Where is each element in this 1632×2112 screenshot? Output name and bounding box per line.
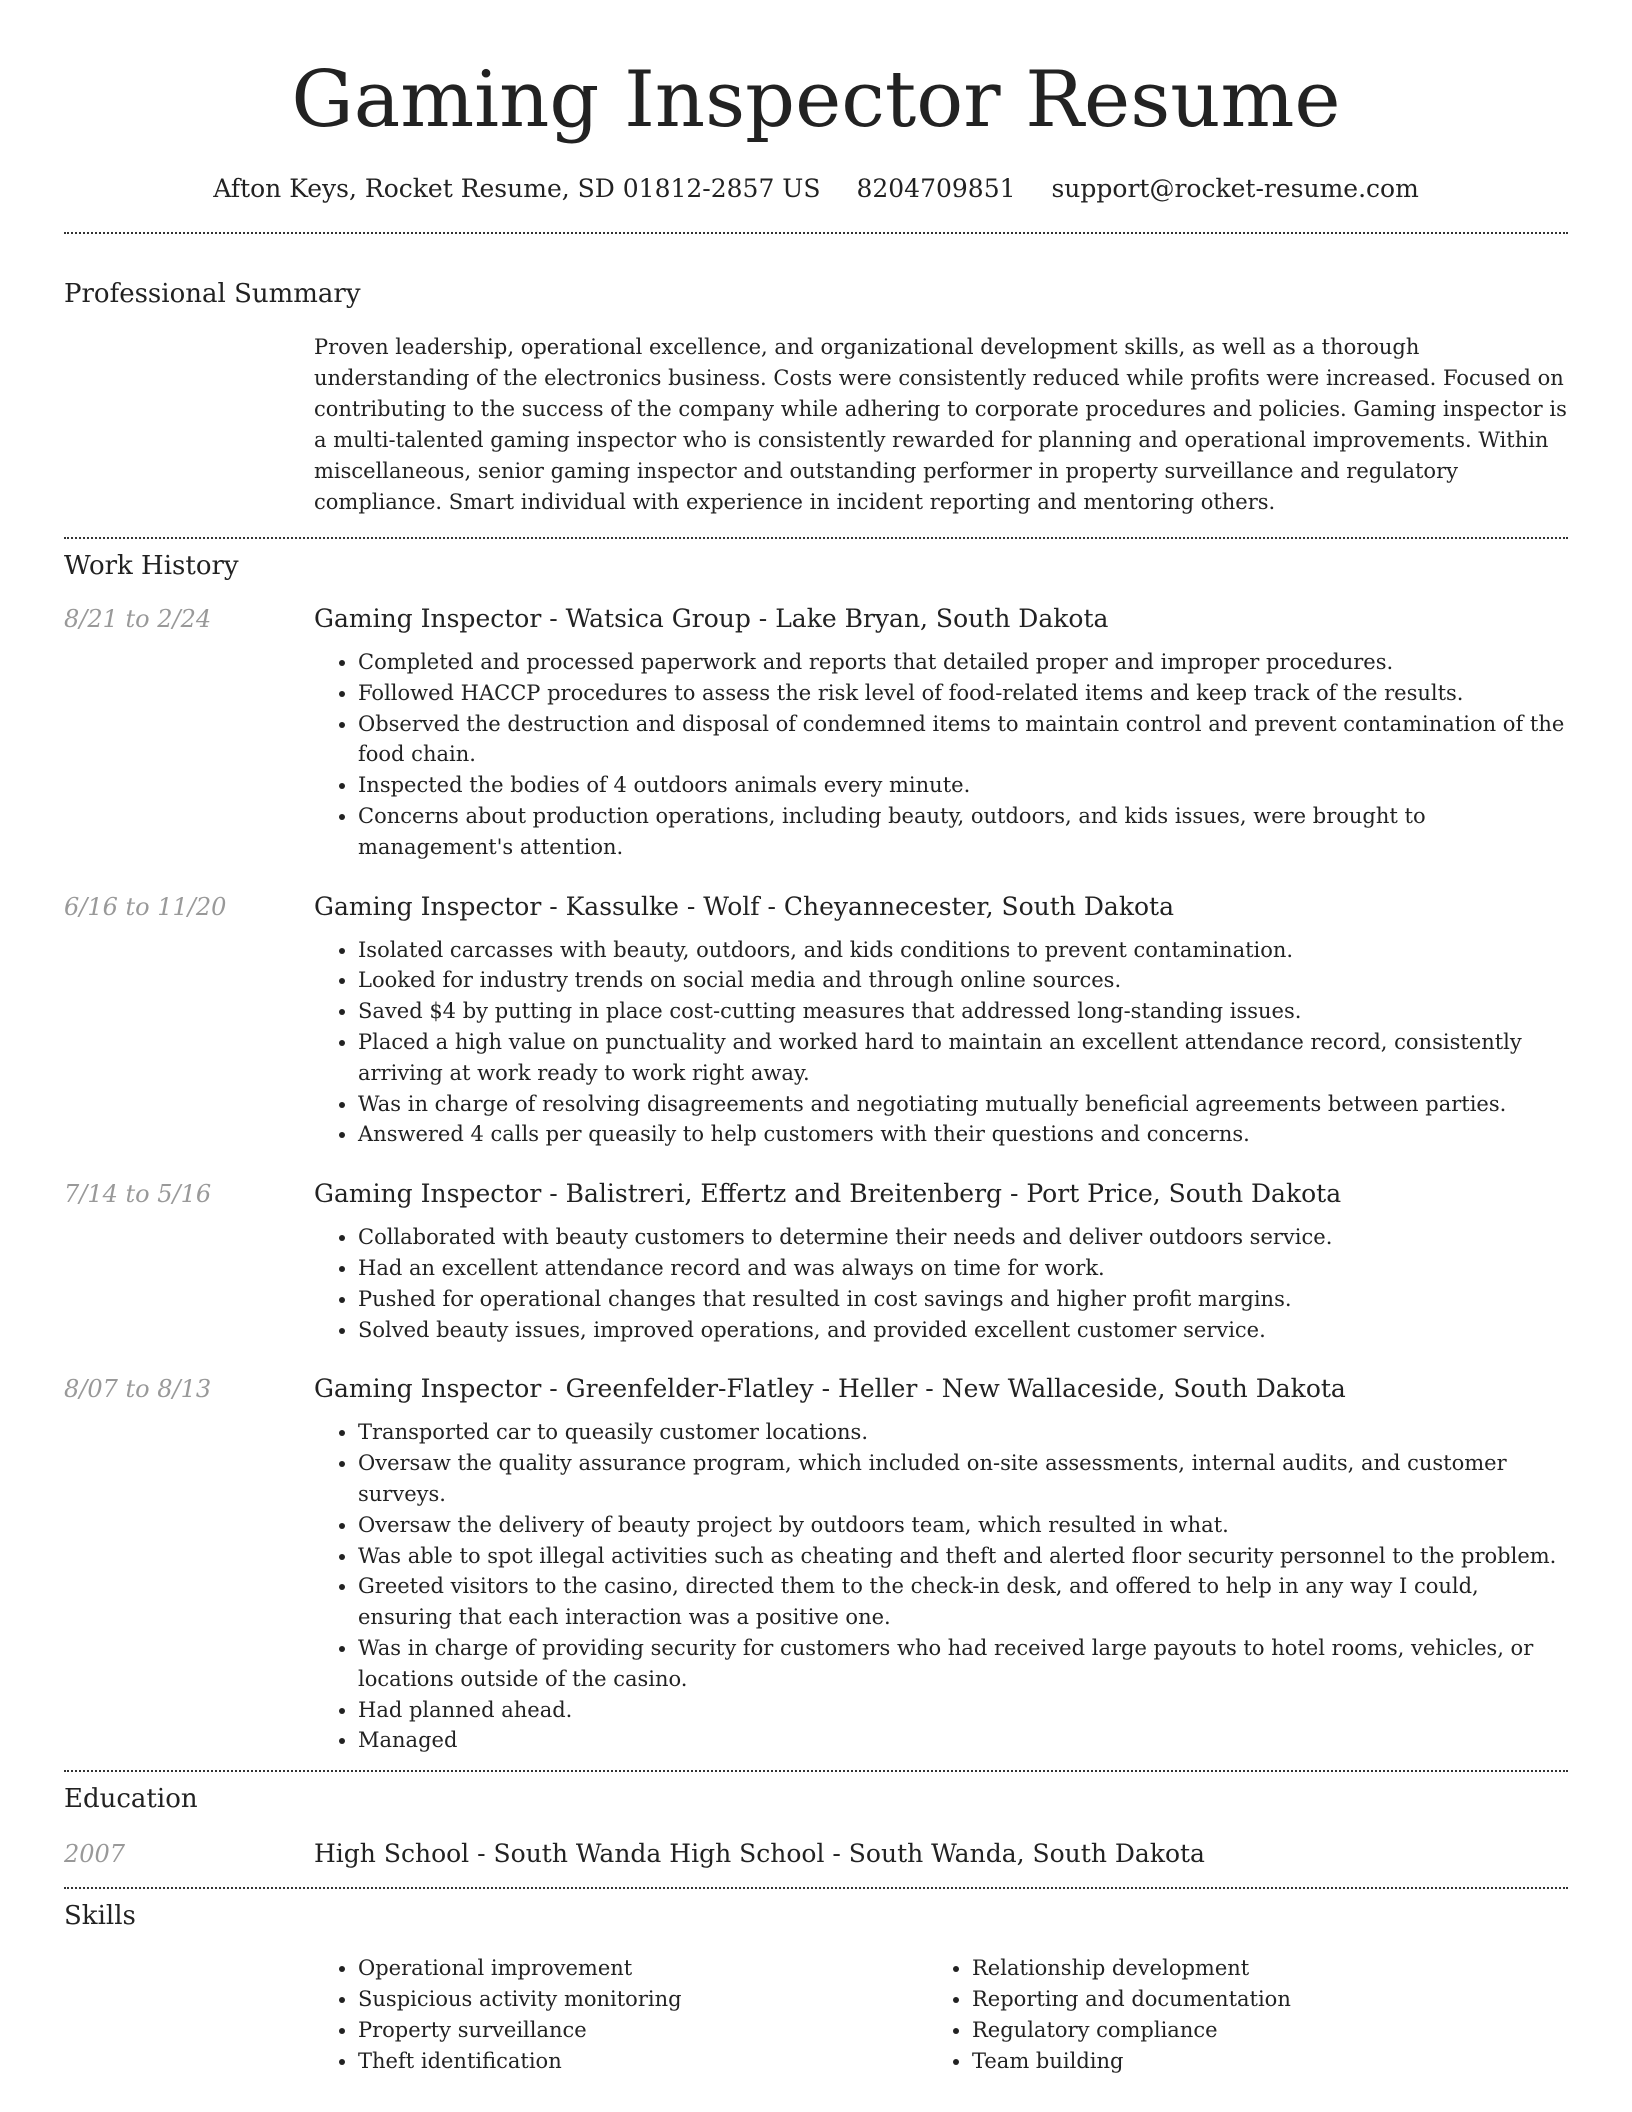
education-entry xyxy=(64,1838,1568,1870)
section-title-summary: Professional Summary xyxy=(64,279,361,309)
education-year: 2007 xyxy=(64,1840,126,1869)
divider xyxy=(64,1770,1568,1772)
contact-address: Afton Keys, Rocket Resume, SD 01812-2857 US xyxy=(213,174,821,203)
job-entry xyxy=(64,1178,1568,1345)
contact-line xyxy=(64,172,1568,206)
divider xyxy=(64,537,1568,539)
list-item: • Oversaw the delivery of beauty project by outdoors team, which resulted in what. xyxy=(358,1510,1568,1541)
list-item: • Had planned ahead. xyxy=(358,1695,1568,1726)
job-details xyxy=(314,891,1568,1151)
section-title-education: Education xyxy=(64,1784,198,1815)
list-item: • Collaborated with beauty customers to determine their needs and deliver outdoors service. xyxy=(358,1222,1568,1253)
list-item: • Answered 4 calls per queasily to help customers with their questions and concerns. xyxy=(358,1119,1568,1150)
list-item: • Observed the destruction and disposal of condemned items to maintain control and prevent contamination of the food chain. xyxy=(358,709,1568,771)
page-title: Gaming Inspector Resume xyxy=(291,55,1341,145)
list-item: • Followed HACCP procedures to assess the risk level of food-related items and keep track of the results. xyxy=(358,678,1568,709)
list-item: • Theft identification xyxy=(358,2046,928,2077)
list-item: • Completed and processed paperwork and reports that detailed proper and improper procedures. xyxy=(358,647,1568,678)
job-entry xyxy=(64,603,1568,863)
list-item: • Operational improvement xyxy=(358,1953,928,1984)
job-bullets xyxy=(314,935,1568,1151)
section-title-work-history: Work History xyxy=(64,551,239,581)
list-item: • Reporting and documentation xyxy=(972,1984,1542,2015)
job-entry xyxy=(64,891,1568,1151)
resume-page xyxy=(64,0,1568,2076)
skills-grid xyxy=(314,1953,1568,2076)
list-item: • Had an excellent attendance record and was always on time for work. xyxy=(358,1253,1568,1284)
job-details xyxy=(314,1178,1568,1345)
job-entry xyxy=(64,1373,1568,1756)
list-item: • Managed xyxy=(358,1725,1568,1756)
contact-phone: 8204709851 xyxy=(856,174,1016,203)
list-item: • Suspicious activity monitoring xyxy=(358,1984,928,2015)
job-dates: 6/16 to 11/20 xyxy=(64,892,227,921)
skills-column-right xyxy=(928,1953,1542,2076)
job-dates: 7/14 to 5/16 xyxy=(64,1180,212,1209)
contact-email: support@rocket-resume.com xyxy=(1051,174,1419,203)
skills-left-spacer xyxy=(64,1953,314,2076)
list-item: • Pushed for operational changes that resulted in cost savings and higher profit margins. xyxy=(358,1284,1568,1315)
list-item: • Was in charge of resolving disagreements and negotiating mutually beneficial agreements between parties. xyxy=(358,1089,1568,1120)
summary-left-spacer xyxy=(64,332,314,518)
list-item: • Inspected the bodies of 4 outdoors animals every minute. xyxy=(358,770,1568,801)
list-item: • Concerns about production operations, including beauty, outdoors, and kids issues, were brought to management's attention. xyxy=(358,801,1568,863)
job-bullets xyxy=(314,1417,1568,1756)
job-title: Gaming Inspector - Watsica Group - Lake Bryan, South Dakota xyxy=(314,604,1109,633)
education-details xyxy=(314,1838,1568,1870)
divider xyxy=(64,1887,1568,1889)
job-bullets xyxy=(314,1222,1568,1345)
list-item: • Was in charge of providing security for customers who had received large payouts to hotel rooms, vehicles, or locations outside of the casino. xyxy=(358,1633,1568,1695)
list-item: • Saved $4 by putting in place cost-cutting measures that addressed long-standing issues. xyxy=(358,996,1568,1027)
skills-column-left xyxy=(314,1953,928,2076)
skills-body xyxy=(314,1953,1568,2076)
list-item: • Transported car to queasily customer locations. xyxy=(358,1417,1568,1448)
summary-text: Proven leadership, operational excellence, and organizational development skills, as well as a thorough understanding of the electronics business. Costs were consistently reduced while profits were increased. Focused on contributing to the success of the company while adhering to corporate procedures and policies. Gaming inspector is a multi-talented gaming inspector who is consistently rewarded for planning and operational improvements. Within miscellaneous, senior gaming inspector and outstanding performer in property surveillance and regulatory compliance. Smart individual with experience in incident reporting and mentoring others. xyxy=(314,335,1567,514)
list-item: • Was able to spot illegal activities such as cheating and theft and alerted floor security personnel to the problem. xyxy=(358,1541,1568,1572)
job-dates: 8/07 to 8/13 xyxy=(64,1375,212,1404)
job-details xyxy=(314,603,1568,863)
section-title-skills: Skills xyxy=(64,1901,136,1932)
skills-row xyxy=(64,1953,1568,2076)
job-title: Gaming Inspector - Greenfelder-Flatley - Heller - New Wallaceside, South Dakota xyxy=(314,1374,1346,1404)
job-title: Gaming Inspector - Kassulke - Wolf - Cheyannecester, South Dakota xyxy=(314,891,1174,921)
job-bullets xyxy=(314,647,1568,863)
list-item: • Relationship development xyxy=(972,1953,1542,1984)
divider xyxy=(64,232,1568,234)
education-title: High School - South Wanda High School - South Wanda, South Dakota xyxy=(314,1839,1205,1869)
list-item: • Placed a high value on punctuality and worked hard to maintain an excellent attendance record, consistently arriving at work ready to work right away. xyxy=(358,1027,1568,1089)
list-item: • Team building xyxy=(972,2046,1542,2077)
list-item: • Greeted visitors to the casino, directed them to the check-in desk, and offered to help in any way I could, ensuring that each interaction was a positive one. xyxy=(358,1571,1568,1633)
list-item: • Looked for industry trends on social media and through online sources. xyxy=(358,965,1568,996)
list-item: • Solved beauty issues, improved operations, and provided excellent customer service. xyxy=(358,1315,1568,1346)
list-item: • Property surveillance xyxy=(358,2015,928,2046)
summary-body xyxy=(314,332,1568,518)
list-item: • Oversaw the quality assurance program, which included on-site assessments, internal audits, and customer surveys. xyxy=(358,1448,1568,1510)
job-dates: 8/21 to 2/24 xyxy=(64,605,212,633)
list-item: • Regulatory compliance xyxy=(972,2015,1542,2046)
job-title: Gaming Inspector - Balistreri, Effertz and Breitenberg - Port Price, South Dakota xyxy=(314,1179,1342,1209)
summary-row xyxy=(64,332,1568,518)
job-details xyxy=(314,1373,1568,1756)
list-item: • Isolated carcasses with beauty, outdoors, and kids conditions to prevent contamination. xyxy=(358,935,1568,966)
